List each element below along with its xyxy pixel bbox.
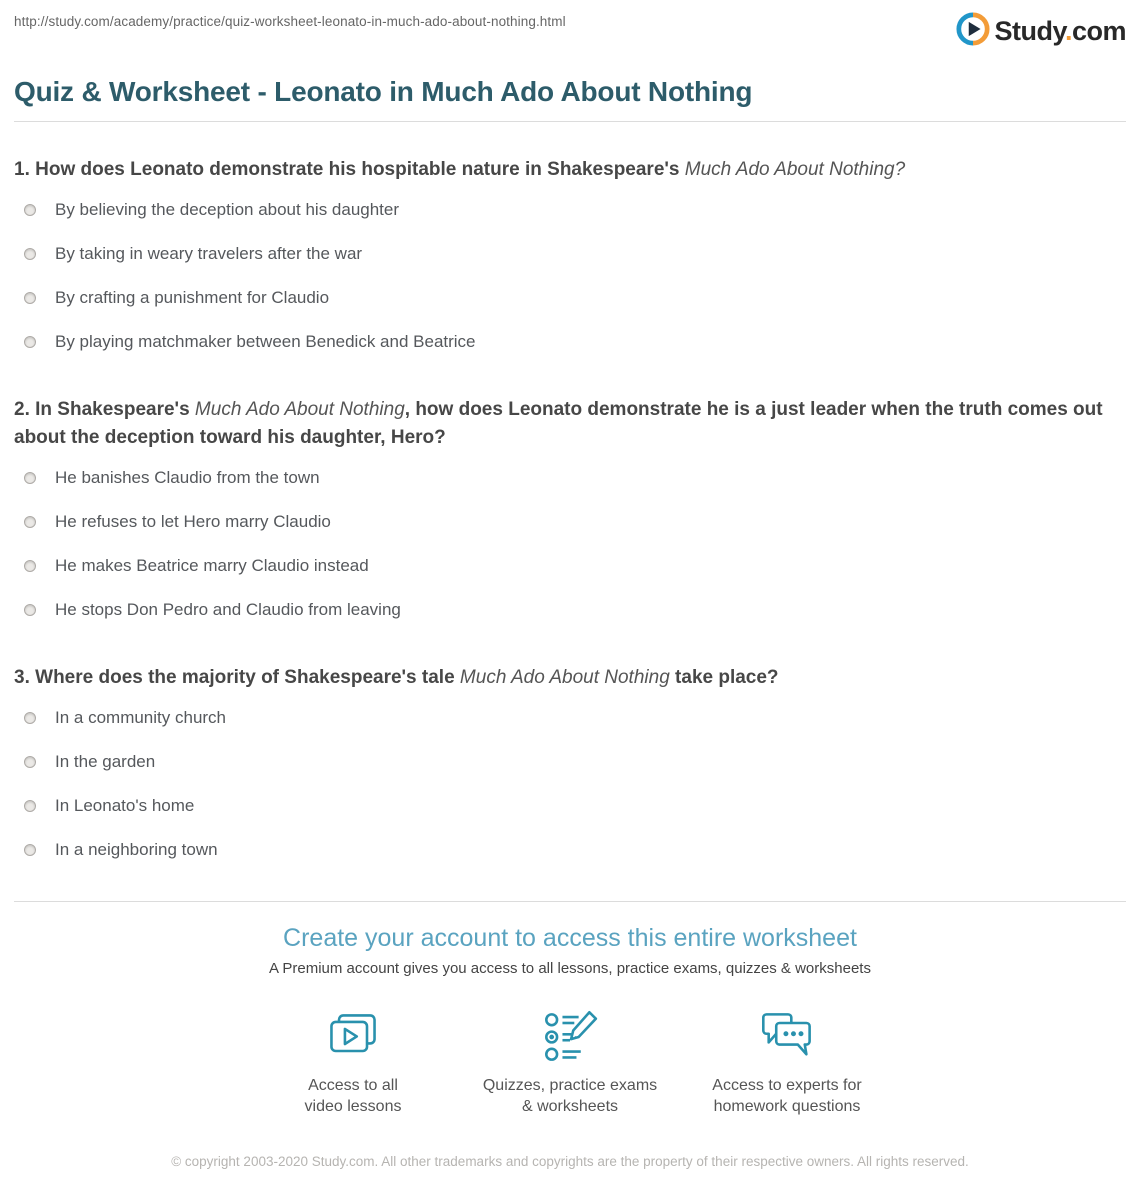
radio-button[interactable] xyxy=(24,800,36,812)
option-label[interactable]: He banishes Claudio from the town xyxy=(55,468,320,487)
option-label[interactable]: He makes Beatrice marry Claudio instead xyxy=(55,556,369,575)
option-label[interactable]: In a neighboring town xyxy=(55,840,218,859)
answer-option[interactable] xyxy=(14,242,1126,266)
option-label[interactable]: By taking in weary travelers after the war xyxy=(55,244,363,263)
option-label[interactable]: He refuses to let Hero marry Claudio xyxy=(55,512,331,531)
answer-option[interactable] xyxy=(14,706,1126,730)
answer-option[interactable] xyxy=(14,198,1126,222)
answer-option[interactable] xyxy=(14,750,1126,774)
cta-subtitle: A Premium account gives you access to all lessons, practice exams, quizzes & worksheets xyxy=(269,960,871,977)
features-row xyxy=(14,1010,1126,1117)
page-url: http://study.com/academy/practice/quiz-worksheet-leonato-in-much-ado-about-nothing.html xyxy=(14,14,566,29)
radio-button[interactable] xyxy=(24,756,36,768)
studycom-logo-icon xyxy=(956,12,990,51)
question-1-text: 1. How does Leonato demonstrate his hospitable nature in Shakespeare's Much Ado About Nothing? xyxy=(14,159,906,180)
option-label[interactable]: By believing the deception about his daughter xyxy=(55,200,400,219)
answer-option[interactable] xyxy=(14,286,1126,310)
chat-experts-icon xyxy=(679,1010,896,1066)
radio-button[interactable] xyxy=(24,604,36,616)
video-lessons-icon xyxy=(245,1010,462,1066)
studycom-logo[interactable] xyxy=(956,12,1126,51)
feature-label: Quizzes, practice exams & worksheets xyxy=(482,1077,658,1115)
question-1 xyxy=(14,156,1126,354)
radio-button[interactable] xyxy=(24,336,36,348)
feature-video-lessons xyxy=(245,1010,462,1117)
option-label[interactable]: By crafting a punishment for Claudio xyxy=(55,288,330,307)
answer-option[interactable] xyxy=(14,794,1126,818)
radio-button[interactable] xyxy=(24,204,36,216)
studycom-logo-wordmark: Study.com xyxy=(994,16,1126,46)
radio-button[interactable] xyxy=(24,560,36,572)
radio-button[interactable] xyxy=(24,712,36,724)
feature-label: Access to all video lessons xyxy=(304,1077,402,1115)
option-label[interactable]: In Leonato's home xyxy=(55,796,195,815)
question-2-text: 2. In Shakespeare's Much Ado About Nothing, how does Leonato demonstrate he is a just leader when the truth comes out about the deception toward his daughter, Hero? xyxy=(14,399,1103,448)
option-label[interactable]: He stops Don Pedro and Claudio from leaving xyxy=(55,600,401,619)
copyright-text: © copyright 2003-2020 Study.com. All other trademarks and copyrights are the property of their respective owners. All rights reserved. xyxy=(171,1154,969,1169)
cta-headline: Create your account to access this entire worksheet xyxy=(283,924,857,952)
radio-button[interactable] xyxy=(24,292,36,304)
option-label[interactable]: In a community church xyxy=(55,708,227,727)
question-2-options xyxy=(14,466,1126,622)
answer-option[interactable] xyxy=(14,598,1126,622)
answer-option[interactable] xyxy=(14,466,1126,490)
feature-label: Access to experts for homework questions xyxy=(712,1077,862,1115)
question-1-options xyxy=(14,198,1126,354)
footer xyxy=(14,1153,1126,1171)
question-3-text: 3. Where does the majority of Shakespeare's tale Much Ado About Nothing take place? xyxy=(14,667,779,688)
title-divider xyxy=(14,121,1126,122)
cta-divider xyxy=(14,901,1126,902)
header xyxy=(14,0,1126,56)
answer-option[interactable] xyxy=(14,554,1126,578)
radio-button[interactable] xyxy=(24,248,36,260)
answer-option[interactable] xyxy=(14,838,1126,862)
feature-quizzes-worksheets xyxy=(462,1010,679,1117)
question-2 xyxy=(14,396,1126,622)
radio-button[interactable] xyxy=(24,472,36,484)
answer-option[interactable] xyxy=(14,330,1126,354)
option-label[interactable]: In the garden xyxy=(55,752,156,771)
page-title: Quiz & Worksheet - Leonato in Much Ado About Nothing xyxy=(14,76,753,107)
question-3-options xyxy=(14,706,1126,862)
option-label[interactable]: By playing matchmaker between Benedick and Beatrice xyxy=(55,332,476,351)
feature-expert-help xyxy=(679,1010,896,1117)
radio-button[interactable] xyxy=(24,844,36,856)
quiz-worksheet-icon xyxy=(462,1010,679,1066)
question-3 xyxy=(14,664,1126,862)
radio-button[interactable] xyxy=(24,516,36,528)
answer-option[interactable] xyxy=(14,510,1126,534)
